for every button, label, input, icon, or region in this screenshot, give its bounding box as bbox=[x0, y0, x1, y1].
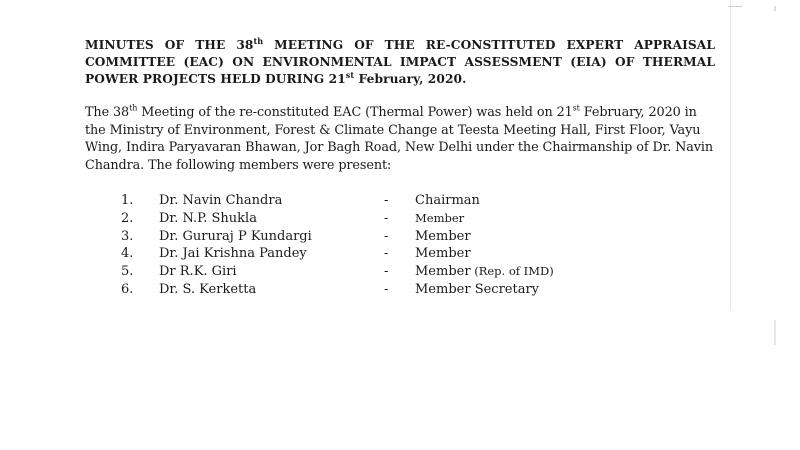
member-name: Dr. Jai Krishna Pandey bbox=[159, 246, 307, 261]
member-number: 2. bbox=[121, 211, 134, 226]
title-sup-1: th bbox=[253, 35, 264, 46]
member-number: 4. bbox=[121, 246, 134, 261]
member-dash: - bbox=[384, 282, 389, 297]
member-role-extra: (Rep. of IMD) bbox=[470, 264, 554, 278]
member-role: Member bbox=[415, 229, 471, 244]
scrollbar-top[interactable] bbox=[774, 6, 776, 11]
member-dash: - bbox=[384, 211, 389, 226]
member-number: 3. bbox=[121, 229, 134, 244]
member-role: Member bbox=[415, 211, 465, 225]
intro-sup-1: th bbox=[129, 103, 138, 113]
document-title bbox=[85, 37, 715, 88]
page-corner-mark bbox=[728, 6, 742, 10]
member-dash: - bbox=[384, 193, 389, 208]
member-name: Dr. Gururaj P Kundargi bbox=[159, 229, 312, 244]
member-dash: - bbox=[384, 264, 389, 279]
member-name: Dr R.K. Giri bbox=[159, 264, 237, 279]
member-role-label: Member bbox=[415, 264, 471, 279]
member-dash: - bbox=[384, 229, 389, 244]
page-edge bbox=[730, 0, 731, 310]
title-part-3: February, 2020. bbox=[354, 72, 467, 86]
scrollbar-thumb[interactable] bbox=[774, 320, 776, 345]
member-name: Dr. S. Kerketta bbox=[159, 282, 257, 297]
member-row bbox=[0, 211, 730, 229]
member-role: Chairman bbox=[415, 193, 480, 208]
member-row bbox=[0, 246, 730, 264]
member-role bbox=[415, 264, 554, 279]
member-number: 1. bbox=[121, 193, 134, 208]
member-row bbox=[0, 282, 730, 300]
member-role: Member Secretary bbox=[415, 282, 540, 297]
member-number: 6. bbox=[121, 282, 134, 297]
member-row bbox=[0, 229, 730, 247]
member-row bbox=[0, 193, 730, 211]
title-sup-2: st bbox=[345, 69, 355, 80]
intro-sup-2: st bbox=[572, 103, 580, 113]
intro-paragraph bbox=[85, 104, 717, 174]
member-dash: - bbox=[384, 246, 389, 261]
title-part-1: MINUTES OF THE 38 bbox=[85, 38, 254, 52]
intro-part-3: February, 2020 in the Ministry of Environment, Forest & Climate Change at Teesta Meeting Hall, First Floor, Vayu Wing, Indira Paryavaran Bhawan, Jor Bagh Road, New Delhi under the Chairmanship of Dr. Navin Chandra. The following members were present: bbox=[85, 105, 714, 173]
member-name: Dr. N.P. Shukla bbox=[159, 211, 257, 226]
intro-part-2: Meeting of the re-constituted EAC (Thermal Power) was held on 21 bbox=[137, 105, 573, 120]
member-number: 5. bbox=[121, 264, 134, 279]
title-part-2: MEETING OF THE RE-CONSTITUTED EXPERT APPRAISAL COMMITTEE (EAC) ON ENVIRONMENTAL IMPACT ASSESSMENT (EIA) OF THERMAL POWER PROJECTS HELD DURING 21 bbox=[85, 38, 716, 86]
member-role: Member bbox=[415, 246, 471, 261]
intro-part-1: The 38 bbox=[85, 105, 130, 120]
member-row bbox=[0, 264, 730, 282]
member-name: Dr. Navin Chandra bbox=[159, 193, 283, 208]
